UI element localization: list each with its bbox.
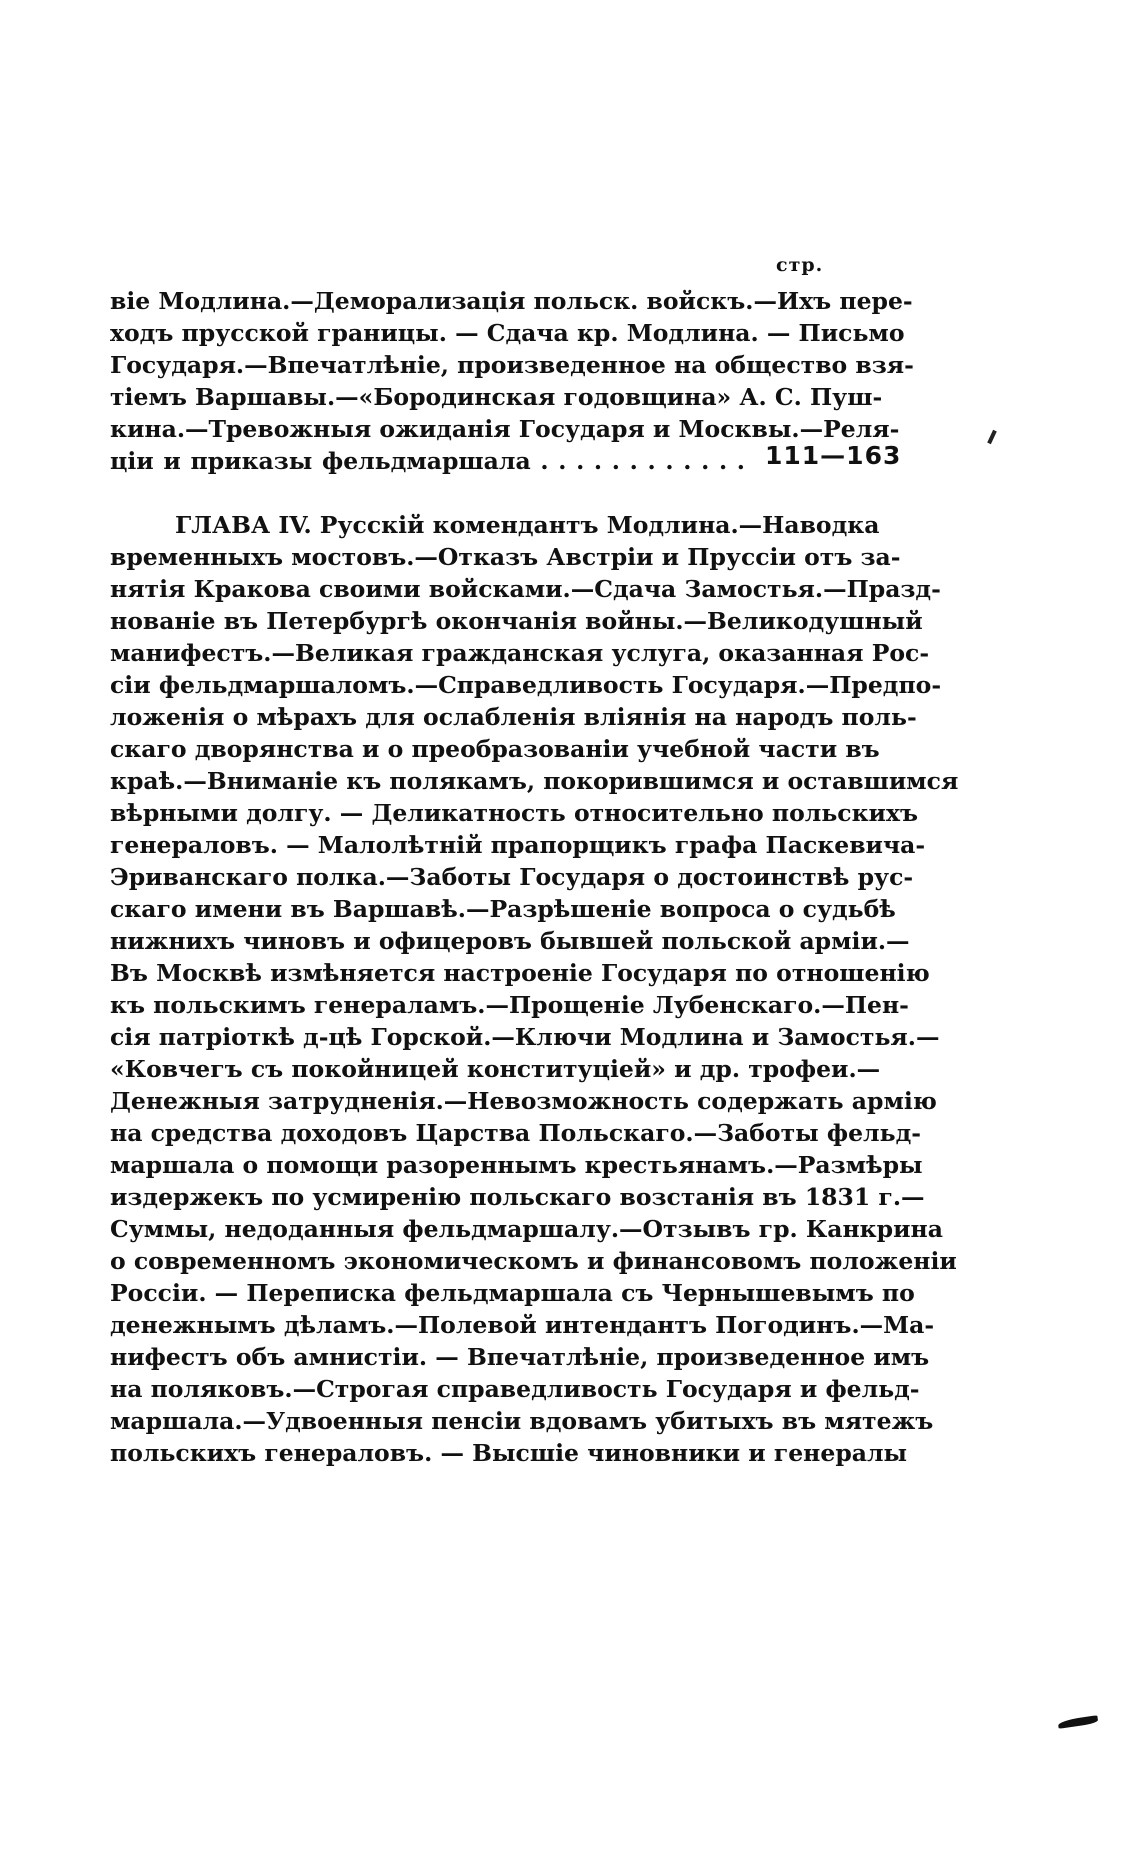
text-line: нятія Кракова своими войсками.—Сдача Замостья.—Празд- (110, 575, 941, 603)
text-line: скаго имени въ Варшавѣ.—Разрѣшеніе вопроса о судьбѣ (110, 895, 896, 923)
text-line: генераловъ. — Малолѣтній прапорщикъ графа Паскевича- (110, 831, 926, 859)
text-line: ціи и приказы фельдмаршала . . . . . . . . . . . . (110, 447, 745, 475)
text-line: сія патріоткѣ д-цѣ Горской.—Ключи Модлина и Замостья.— (110, 1023, 940, 1051)
text-line: сіи фельдмаршаломъ.—Справедливость Государя.—Предпо- (110, 671, 942, 699)
text-line: манифестъ.—Великая гражданская услуга, оказанная Рос- (110, 639, 930, 667)
text-line: нованіе въ Петербургѣ окончанія войны.—Великодушный (110, 607, 923, 635)
text-line: къ польскимъ генераламъ.—Прощеніе Лубенскаго.—Пен- (110, 991, 909, 1019)
text-line: нифестъ объ амнистіи. — Впечатлѣніе, произведенное имъ (110, 1343, 930, 1371)
text-line: кина.—Тревожныя ожиданія Государя и Москвы.—Реля- (110, 415, 900, 443)
text-line: Въ Москвѣ измѣняется настроеніе Государя по отношенію (110, 959, 930, 987)
text-line: «Ковчегъ съ покойницей конституціей» и др. трофеи.— (110, 1055, 881, 1083)
text-line: о современномъ экономическомъ и финансовомъ положеніи (110, 1247, 957, 1275)
text-line: віе Модлина.—Деморализація польск. войскъ.—Ихъ пере- (110, 287, 913, 315)
text-line: на средства доходовъ Царства Польскаго.—Заботы фельд- (110, 1119, 921, 1147)
text-line: временныхъ мостовъ.—Отказъ Австріи и Пруссіи отъ за- (110, 543, 901, 571)
text-line: ложенія о мѣрахъ для ослабленія вліянія на народъ поль- (110, 703, 917, 731)
text-line: маршала о помощи разореннымъ крестьянамъ.—Размѣры (110, 1151, 923, 1179)
text-line: польскихъ генераловъ. — Высшіе чиновники и генералы (110, 1439, 908, 1467)
text-line: ходъ прусской границы. — Сдача кр. Модлина. — Письмо (110, 319, 905, 347)
text-line: тіемъ Варшавы.—«Бородинская годовщина» А. С. Пуш- (110, 383, 883, 411)
ink-smudge (1058, 1715, 1099, 1728)
text-line: скаго дворянства и о преобразованіи учебной части въ (110, 735, 880, 763)
text-line: Россіи. — Переписка фельдмаршала съ Чернышевымъ по (110, 1279, 915, 1307)
text-line: Государя.—Впечатлѣніе, произведенное на общество взя- (110, 351, 914, 379)
ink-speck (987, 430, 997, 444)
text-line: денежнымъ дѣламъ.—Полевой интендантъ Погодинъ.—Ма- (110, 1311, 935, 1339)
text-line: издержекъ по усмиренію польскаго возстанія въ 1831 г.— (110, 1183, 925, 1211)
text-line: на поляковъ.—Строгая справедливость Государя и фельд- (110, 1375, 920, 1403)
text-line: Эриванскаго полка.—Заботы Государя о достоинствѣ рус- (110, 863, 914, 891)
text-line: краѣ.—Вниманіе къ полякамъ, покорившимся и оставшимся (110, 767, 959, 795)
page-range: 111—163 (765, 441, 902, 470)
chapter-heading-line: ГЛАВА IV. Русскій комендантъ Модлина.—Наводка (175, 511, 880, 539)
text-line: Денежныя затрудненія.—Невозможность содержать армію (110, 1087, 937, 1115)
text-line: Суммы, недоданныя фельдмаршалу.—Отзывъ гр. Канкрина (110, 1215, 943, 1243)
text-line: маршала.—Удвоенныя пенсіи вдовамъ убитыхъ въ мятежъ (110, 1407, 934, 1435)
column-header: стр. (776, 254, 824, 276)
text-line: нижнихъ чиновъ и офицеровъ бывшей польской арміи.— (110, 927, 910, 955)
text-line: вѣрными долгу. — Деликатность относительно польскихъ (110, 799, 919, 827)
